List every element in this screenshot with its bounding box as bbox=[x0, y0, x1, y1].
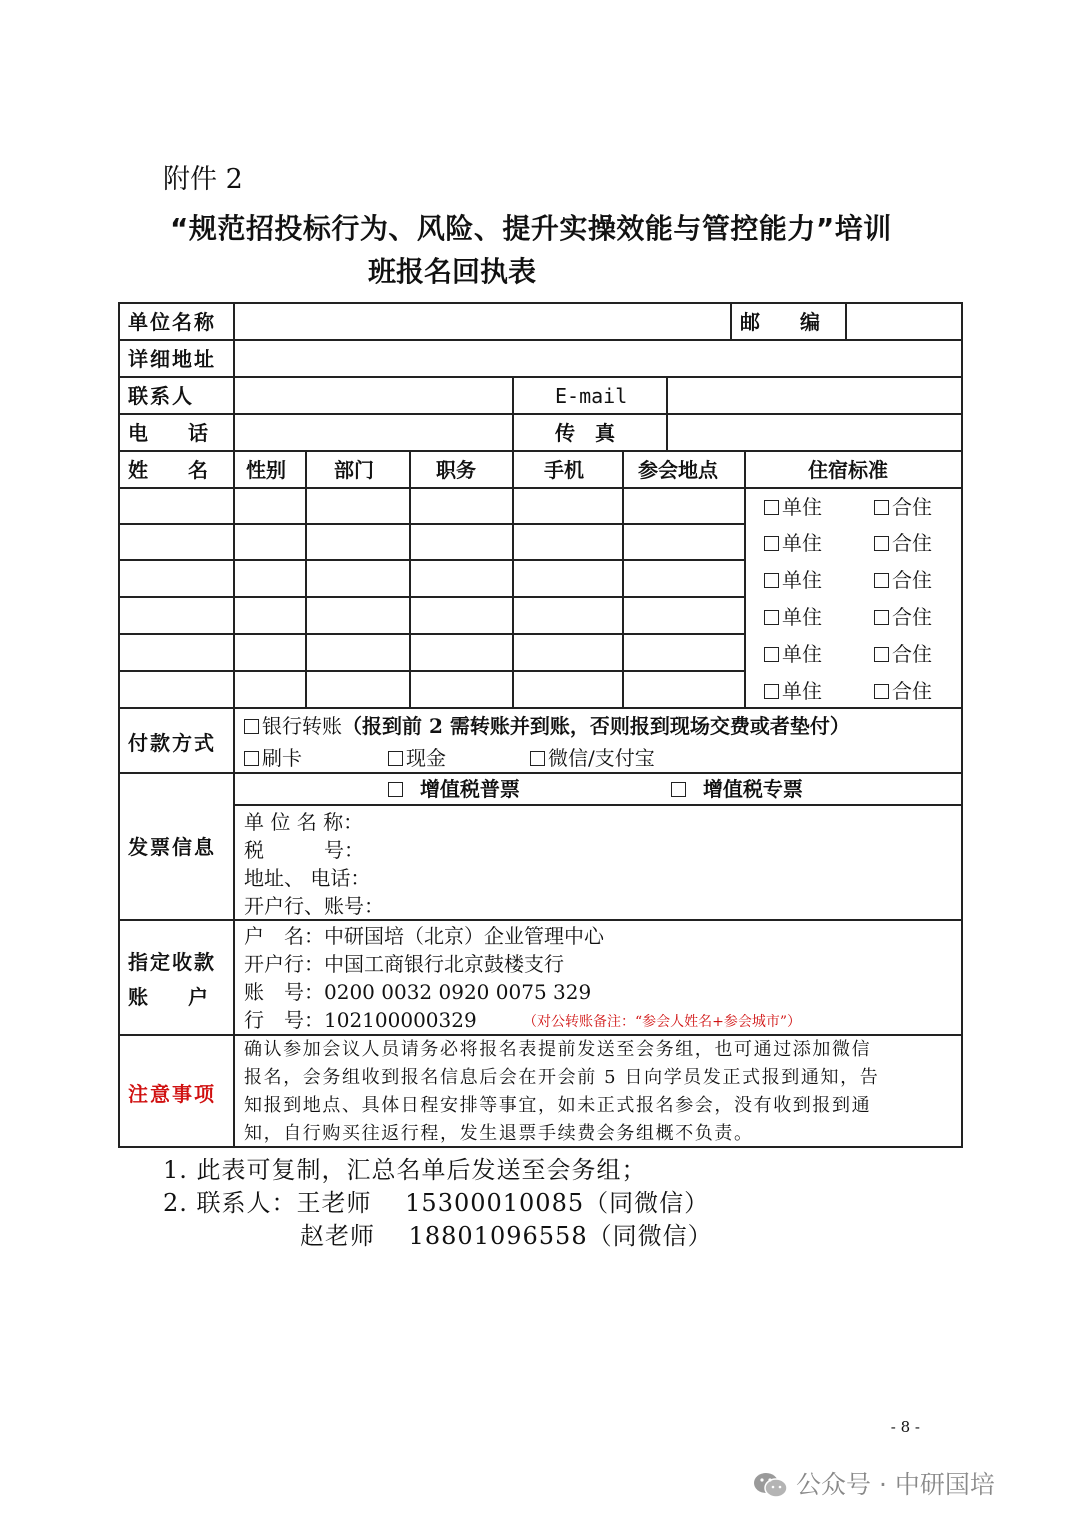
phone-label: 电 话 bbox=[128, 421, 208, 445]
checkbox-icon[interactable] bbox=[764, 647, 779, 662]
invoice-label: 发票信息 bbox=[128, 835, 216, 859]
col-mobile: 手机 bbox=[544, 458, 584, 482]
checkbox-icon[interactable] bbox=[874, 500, 889, 515]
account-name: 户 名：中研国培（北京）企业管理中心 bbox=[244, 924, 604, 948]
notice-line: 知，自行购买往返行程，发生退票手续费会务组概不负责。 bbox=[244, 1123, 754, 1144]
checkbox-icon[interactable] bbox=[874, 684, 889, 699]
invoice-unit-name: 单 位 名 称： bbox=[244, 810, 364, 834]
col-gender: 性别 bbox=[246, 458, 286, 482]
account-code: 行 号：102100000329 bbox=[244, 1008, 477, 1032]
lodging-single-option[interactable]: 单住 bbox=[764, 568, 822, 592]
lodging-shared-option[interactable]: 合住 bbox=[874, 679, 932, 703]
checkbox-icon[interactable] bbox=[244, 751, 259, 766]
checkbox-icon[interactable] bbox=[388, 782, 403, 797]
lodging-shared-option[interactable]: 合住 bbox=[874, 568, 932, 592]
form-title-line2: 班报名回执表 bbox=[368, 255, 537, 288]
email-label: E-mail bbox=[555, 384, 628, 408]
invoice-bank-account: 开户行、账号： bbox=[244, 894, 384, 918]
payment-card-option[interactable]: 刷卡 bbox=[244, 746, 302, 770]
postcode-label: 邮 编 bbox=[740, 310, 820, 334]
registration-form-table bbox=[118, 302, 963, 1148]
footer-note-1: 1. 此表可复制，汇总名单后发送至会务组； bbox=[163, 1156, 647, 1184]
unit-name-label: 单位名称 bbox=[128, 310, 216, 334]
account-label-line1: 指定收款 bbox=[128, 950, 216, 974]
checkbox-icon[interactable] bbox=[874, 573, 889, 588]
invoice-tax-number: 税 号： bbox=[244, 838, 364, 862]
account-label-line2: 账 户 bbox=[128, 985, 208, 1009]
invoice-special-option[interactable]: 增值税专票 bbox=[671, 777, 803, 801]
lodging-single-option[interactable]: 单住 bbox=[764, 642, 822, 666]
checkbox-icon[interactable] bbox=[874, 610, 889, 625]
contact-label: 联系人 bbox=[128, 384, 194, 408]
notice-line: 知报到地点、具体日程安排等事宜，如未正式报名参会，没有收到报到通 bbox=[244, 1095, 872, 1116]
lodging-single-option[interactable]: 单住 bbox=[764, 605, 822, 629]
checkbox-icon[interactable] bbox=[764, 610, 779, 625]
checkbox-icon[interactable] bbox=[244, 719, 259, 734]
col-name: 姓 名 bbox=[128, 458, 208, 482]
checkbox-icon[interactable] bbox=[874, 647, 889, 662]
fax-label: 传 真 bbox=[555, 421, 615, 445]
col-lodging: 住宿标准 bbox=[808, 458, 888, 482]
checkbox-icon[interactable] bbox=[530, 751, 545, 766]
page-number: - 8 - bbox=[890, 1418, 920, 1436]
address-label: 详细地址 bbox=[128, 347, 216, 371]
watermark: 公众号 · 中研国培 bbox=[752, 1465, 995, 1501]
lodging-shared-option[interactable]: 合住 bbox=[874, 642, 932, 666]
lodging-single-option[interactable]: 单住 bbox=[764, 679, 822, 703]
lodging-shared-option[interactable]: 合住 bbox=[874, 531, 932, 555]
payment-bank-option[interactable]: 银行转账（报到前 2 需转账并到账，否则报到现场交费或者垫付） bbox=[244, 714, 850, 738]
form-title-line1: “规范招投标行为、风险、提升实操效能与管控能力”培训 bbox=[170, 212, 892, 245]
notice-line: 报名，会务组收到报名信息后会在开会前 5 日向学员发正式报到通知，告 bbox=[244, 1067, 880, 1088]
notice-line: 确认参加会议人员请务必将报名表提前发送至会务组，也可通过添加微信 bbox=[244, 1039, 872, 1060]
checkbox-icon[interactable] bbox=[764, 536, 779, 551]
checkbox-icon[interactable] bbox=[388, 751, 403, 766]
invoice-normal-option[interactable]: 增值税普票 bbox=[388, 777, 520, 801]
lodging-single-option[interactable]: 单住 bbox=[764, 531, 822, 555]
lodging-shared-option[interactable]: 合住 bbox=[874, 605, 932, 629]
checkbox-icon[interactable] bbox=[671, 782, 686, 797]
lodging-shared-option[interactable]: 合住 bbox=[874, 495, 932, 519]
notice-label: 注意事项 bbox=[128, 1082, 216, 1106]
col-venue: 参会地点 bbox=[638, 458, 718, 482]
lodging-single-option[interactable]: 单住 bbox=[764, 495, 822, 519]
payment-cash-option[interactable]: 现金 bbox=[388, 746, 446, 770]
payment-wechat-option[interactable]: 微信/支付宝 bbox=[530, 746, 655, 770]
account-number: 账 号：0200 0032 0920 0075 329 bbox=[244, 980, 592, 1004]
checkbox-icon[interactable] bbox=[874, 536, 889, 551]
invoice-address-phone: 地址、 电话： bbox=[244, 866, 371, 890]
footer-note-2: 2. 联系人：王老师 15300010085（同微信） bbox=[163, 1189, 710, 1217]
checkbox-icon[interactable] bbox=[764, 684, 779, 699]
footer-note-3: 赵老师 18801096558（同微信） bbox=[300, 1222, 713, 1250]
attachment-label: 附件 2 bbox=[163, 164, 243, 195]
payment-label: 付款方式 bbox=[128, 731, 216, 755]
checkbox-icon[interactable] bbox=[764, 573, 779, 588]
wechat-icon bbox=[752, 1471, 790, 1499]
col-department: 部门 bbox=[334, 458, 374, 482]
checkbox-icon[interactable] bbox=[764, 500, 779, 515]
col-position: 职务 bbox=[436, 458, 476, 482]
account-bank: 开户行：中国工商银行北京鼓楼支行 bbox=[244, 952, 564, 976]
account-remark: （对公转账备注：“参会人姓名+参会城市”） bbox=[523, 1014, 802, 1030]
